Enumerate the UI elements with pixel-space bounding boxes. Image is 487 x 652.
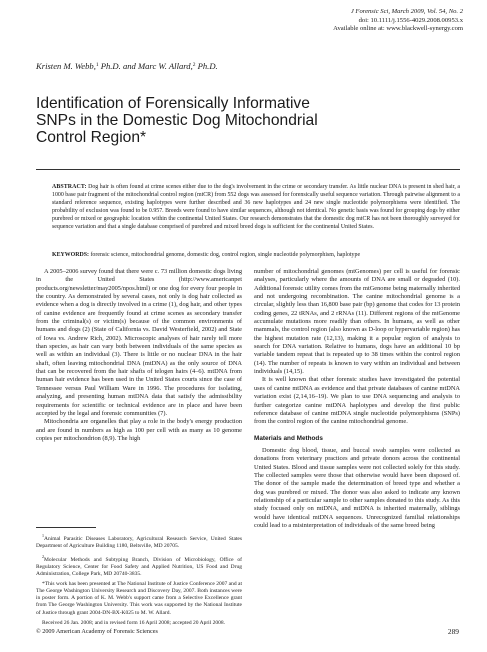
paper-title: Identification of Forensically Informative SNPs in the Domestic Dog Mitochondrial Control Region* — [36, 95, 318, 146]
abstract-text: Dog hair is often found at crime scenes either due to the dog's involvement in the crime or secondary transfer. As little nuclear DNA is present in shed hair, a 1000 base pair fragment of the mitochondrial control region (mtCR) from 552 dogs was assessed for forensically useful sequence variation. Through pairwise alignment to a standard reference sequence, existing haplotypes were further described and 36 new haplotypes and 24 new single nucleotide polymorphisms were identified. The probability of exclusion was found to be 0.957. Breeds were found to have similar sequences, although not identical. No genetic basis was found for grouping dogs by either purebred or mixed or geographic location within the continental United States. Our research demonstrates that the domestic dog mtCR has not been thoroughly surveyed for sequence variation and that a single database comprised of purebred and mixed breed dogs is sufficient for the continental United States. — [52, 184, 460, 231]
keywords-text: forensic science, mitochondrial genome, domestic dog, control region, single nucleotide polymorphism, haplotype — [90, 252, 361, 258]
keywords-label: KEYWORDS: — [52, 252, 89, 258]
journal-info — [163, 8, 463, 34]
section-heading: Materials and Methods — [254, 434, 323, 442]
journal-doi: doi: 10.1111/j.1556-4029.2008.00953.x — [358, 16, 463, 24]
author-line — [36, 61, 218, 71]
author-2: Ph.D. and Marc W. Allard, — [98, 61, 193, 71]
journal-availability: Available online at: www.blackwell-synergy.com — [333, 25, 463, 33]
footnotes — [36, 532, 242, 630]
author-1-affiliation-marker: 1 — [95, 62, 99, 68]
body-column-left — [36, 268, 242, 443]
abstract-label: ABSTRACT: — [52, 184, 87, 190]
body-column-right — [254, 268, 460, 530]
body-paragraph: Mitochondria are organelles that play a role in the body's energy production and are found in numbers as high as 100 per cell with as many as 10 genome copies per mitochondrion (8,9). The high — [36, 418, 242, 442]
header-rule — [36, 169, 460, 170]
body-paragraph: It is well known that other forensic studies have investigated the potential uses of canine mtDNA as evidence and that private databases of canine mtDNA variation exist (2,14,16–19). We plan to use DNA sequencing and analysis to further categorize canine mtDNA haplotypes and develop the first public reference database of canine mtDNA single nucleotide polymorphisms (SNPs) from the control region of the canine mitochondrial genome. — [254, 376, 460, 426]
abstract — [52, 183, 460, 231]
keywords — [52, 251, 460, 259]
copyright-notice: © 2009 American Academy of Forensic Sciences — [36, 628, 158, 635]
footnote-affiliation-2: $^2$Molecular Methods and Subtyping Branch, Division of Microbiology, Office of Regulatory Science, Center for Food Safety and Applied Nutrition, US Food and Drug Administration, College Park, MD 20740-3835. — [36, 554, 242, 578]
author-2-affiliation-marker: 2 — [192, 62, 196, 68]
footnote-affiliation-1: $^1$Animal Parasitic Diseases Laboratory, Agricultural Research Service, United States Department of Agriculture Building 1180, Beltsville, MD 20705. — [36, 533, 242, 549]
author-1: Kristen M. Webb, — [36, 61, 96, 71]
body-paragraph: number of mitochondrial genomes (mtGenomes) per cell is useful for forensic analyses, particularly where the amounts of DNA are small or degraded (10). Additional forensic utility comes from the mtGenome being maternally inherited and not undergoing recombination. The canine mitochondrial genome is a circular, slightly less than 16,800 base pair (bp) genome that codes for 13 protein coding genes, 22 tRNAs, and 2 rRNAs (11). Different regions of the mtGenome accumulate mutations more readily than others. In humans, as well as other mammals, the control region (also known as D-loop or hypervariable region) has the highest mutation rate (12,13), making it a popular region of analysis to search for DNA variation. Relative to humans, dogs have an additional 10 bp variable tandem repeat that is repeated up to 38 times within the control region (14). The number of repeats is known to vary within an individual and between individuals (14,15). — [254, 268, 460, 376]
body-paragraph: Domestic dog blood, tissue, and buccal swab samples were collected as donations from veterinary practices and private donors across the continental United States. Blood and tissue samples were not collected solely for this study. The collected samples were those that otherwise would have been disposed of. The donor of the sample made the determination of breed type and whether a dog was purebred or mixed. The donor was also asked to indicate any known relationship of a particular sample to other samples donated to this study. As this study focused only on mtDNA, and mtDNA is inherited maternally, siblings would have identical mtDNA sequences. Unrecognized familial relationships could lead to a misinterpretation of individuals of the same breed being — [254, 446, 460, 529]
page-number: 289 — [447, 627, 459, 636]
journal-citation: J Forensic Sci, March 2009, Vol. 54, No. 2 — [350, 8, 463, 15]
footnote-funding: *This work has been presented at The National Institute of Justice Conference 2007 and at The George Washington University Research and Discovery Day, 2007. Both instances were in poster form. A portion of K. M. Webb's support came from a Selective Excellence grant from The George Washington University. This work was supported by the National Institute of Justice through grant 2004-DN-BX-K025 to M. W. Allard. — [36, 581, 242, 616]
author-2-degree: Ph.D. — [195, 61, 218, 71]
footnote-received: Received 26 Jan. 2008; and in revised form 16 April 2008; accepted 20 April 2008. — [42, 619, 225, 626]
footnote-rule — [36, 527, 96, 528]
body-paragraph: A 2005–2006 survey found that there were c. 73 million domestic dogs living in the United States (http://www.americanpet products.org/newsletter/may2005/npos.html) or one dog for every four people in the country. As demonstrated by several cases, not only is dog hair collected as evidence when a dog is directly involved in a crime (1), dog hair, and other types of canine evidence are frequently found at crime scenes as secondary transfer from the criminal(s) or victim(s) because of the common environments of humans and dogs (2) (State of California vs. David Westerfield, 2002) and State of Iowa vs. Andrew Rich, 2002). Microscopic analyses of hair rarely tell more than species, as hair can vary both between individuals of the same species as well as within an individual (3). There is little or no nuclear DNA in the hair shaft, often leaving mitochondrial DNA (mtDNA) as the only source of DNA that can be recovered from the hair shafts of telogen hairs (4–6). mtDNA from human hair evidence has been used in the United States courts since the case of Tennessee versus Paul William Ware in 1996. The procedures for isolating, analyzing, and presenting human mtDNA data that satisfy the admissibility requirements for scientific or technical evidence are in place and have been accepted by the legal and forensic communities (7). — [36, 268, 242, 417]
